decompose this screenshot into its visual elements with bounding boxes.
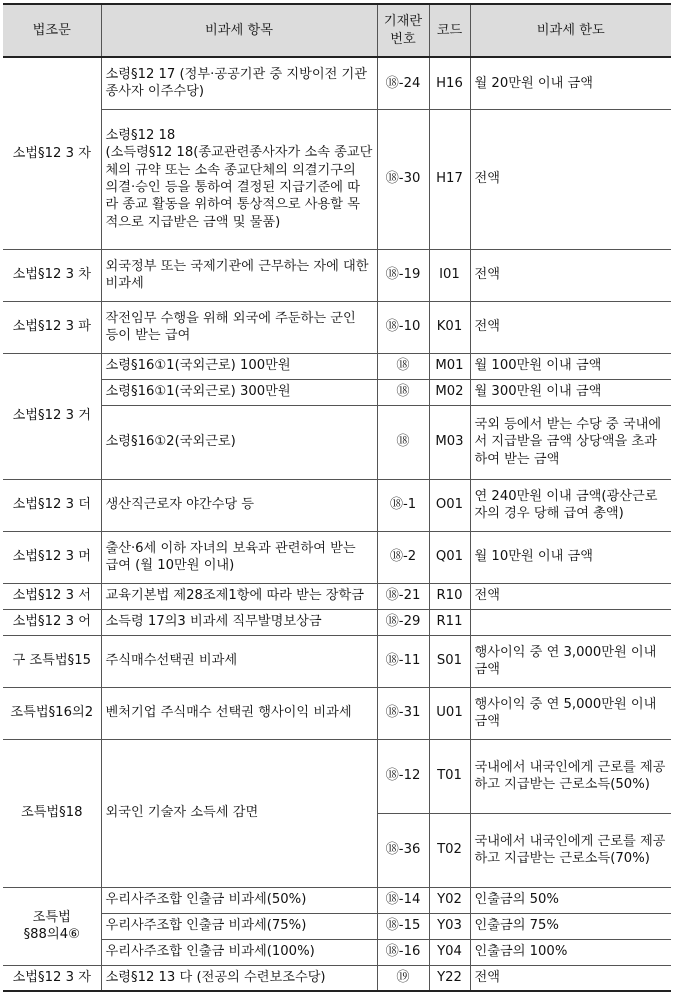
code-cell: Q01 xyxy=(429,531,470,583)
table-row xyxy=(3,479,671,531)
number-cell: ⑱-15 xyxy=(377,913,429,939)
law-cell: 소법§12 3 차 xyxy=(3,249,101,301)
limit-cell: 행사이익 중 연 5,000만원 이내 금액 xyxy=(470,687,671,739)
code-cell: Y04 xyxy=(429,939,470,965)
item-cell: 소령§16①2(국외근로) xyxy=(101,405,377,479)
number-cell: ⑱-1 xyxy=(377,479,429,531)
number-cell: ⑱-29 xyxy=(377,609,429,635)
header-number-label: 기재란 번호 xyxy=(383,14,423,47)
limit-cell: 전액 xyxy=(470,249,671,301)
table-row xyxy=(3,965,671,991)
item-text: 소령§12 18 (소득령§12 18(종교관련종사자가 소속 종교단체의 규약 또는 소속 종교단체의 의결기구의 의결·승인 등을 통하여 결정된 지급기준에 따라 종교 활동을 위하여 통상적으로 사용할 목적으로 지급받은 금액 및 물품) xyxy=(105,127,373,230)
limit-cell: 인출금의 100% xyxy=(470,939,671,965)
limit-cell: 국내에서 내국인에게 근로를 제공하고 지급받는 근로소득(70%) xyxy=(470,813,671,887)
header-code: 코드 xyxy=(429,4,470,57)
code-cell: M02 xyxy=(429,379,470,405)
number-cell: ⑱-12 xyxy=(377,739,429,813)
code-cell: M01 xyxy=(429,353,470,379)
number-cell: ⑱ xyxy=(377,353,429,379)
number-cell: ⑱-10 xyxy=(377,301,429,353)
header-row xyxy=(3,4,671,57)
table-row xyxy=(3,609,671,635)
number-cell: ⑱-14 xyxy=(377,887,429,913)
limit-cell: 인출금의 50% xyxy=(470,887,671,913)
number-cell: ⑱-24 xyxy=(377,57,429,109)
law-cell: 구 조특법§15 xyxy=(3,635,101,687)
number-cell: ⑱-21 xyxy=(377,583,429,609)
item-cell: 출산·6세 이하 자녀의 보육과 관련하여 받는 급여 (월 10만원 이내) xyxy=(101,531,377,583)
table-row xyxy=(3,687,671,739)
code-cell: O01 xyxy=(429,479,470,531)
law-cell: 소법§12 3 어 xyxy=(3,609,101,635)
code-cell: H16 xyxy=(429,57,470,109)
limit-cell: 전액 xyxy=(470,583,671,609)
number-cell: ⑱-36 xyxy=(377,813,429,887)
number-cell: ⑱-16 xyxy=(377,939,429,965)
number-cell: ⑱-30 xyxy=(377,109,429,249)
table-row xyxy=(3,379,671,405)
table-row xyxy=(3,405,671,479)
code-cell: R10 xyxy=(429,583,470,609)
limit-cell: 월 300만원 이내 금액 xyxy=(470,379,671,405)
limit-cell: 인출금의 75% xyxy=(470,913,671,939)
number-cell: ⑱-11 xyxy=(377,635,429,687)
limit-cell: 연 240만원 이내 금액(광산근로자의 경우 당해 급여 총액) xyxy=(470,479,671,531)
item-cell: 소령§16①1(국외근로) 100만원 xyxy=(101,353,377,379)
table-row xyxy=(3,939,671,965)
law-cell: 소법§12 3 거 xyxy=(3,353,101,479)
code-cell: H17 xyxy=(429,109,470,249)
law-cell: 소법§12 3 더 xyxy=(3,479,101,531)
item-cell: 소령§16①1(국외근로) 300만원 xyxy=(101,379,377,405)
code-cell: Y22 xyxy=(429,965,470,991)
code-cell: S01 xyxy=(429,635,470,687)
law-cell: 소법§12 3 머 xyxy=(3,531,101,583)
table-row xyxy=(3,249,671,301)
header-item: 비과세 항목 xyxy=(101,4,377,57)
number-cell: ⑱-2 xyxy=(377,531,429,583)
table-row xyxy=(3,913,671,939)
code-cell: K01 xyxy=(429,301,470,353)
limit-cell: 전액 xyxy=(470,301,671,353)
item-cell: 소령§12 17 (정부·공공기관 중 지방이전 기관 종사자 이주수당) xyxy=(101,57,377,109)
number-cell: ⑱-19 xyxy=(377,249,429,301)
table-row xyxy=(3,531,671,583)
item-cell: 우리사주조합 인출금 비과세(50%) xyxy=(101,887,377,913)
code-cell: T01 xyxy=(429,739,470,813)
code-cell: R11 xyxy=(429,609,470,635)
limit-cell: 월 100만원 이내 금액 xyxy=(470,353,671,379)
table-row xyxy=(3,57,671,109)
limit-cell: 국내에서 내국인에게 근로를 제공하고 지급받는 근로소득(50%) xyxy=(470,739,671,813)
item-cell: 우리사주조합 인출금 비과세(75%) xyxy=(101,913,377,939)
item-cell: 교육기본법 제28조제1항에 따라 받는 장학금 xyxy=(101,583,377,609)
limit-cell: 행사이익 중 연 3,000만원 이내 금액 xyxy=(470,635,671,687)
table-row xyxy=(3,635,671,687)
code-cell: M03 xyxy=(429,405,470,479)
limit-cell: 월 20만원 이내 금액 xyxy=(470,57,671,109)
item-cell xyxy=(101,109,377,249)
table-row xyxy=(3,583,671,609)
code-cell: T02 xyxy=(429,813,470,887)
table-row xyxy=(3,739,671,813)
limit-cell: 국외 등에서 받는 수당 중 국내에서 지급받을 금액 상당액을 초과하여 받는 금액 xyxy=(470,405,671,479)
header-limit: 비과세 한도 xyxy=(470,4,671,57)
law-cell: 소법§12 3 자 xyxy=(3,57,101,249)
header-law: 법조문 xyxy=(3,4,101,57)
table-row xyxy=(3,301,671,353)
table-row xyxy=(3,353,671,379)
item-cell: 외국인 기술자 소득세 감면 xyxy=(101,739,377,887)
law-cell: 소법§12 3 서 xyxy=(3,583,101,609)
table-row xyxy=(3,887,671,913)
number-cell: ⑱ xyxy=(377,379,429,405)
code-cell: Y02 xyxy=(429,887,470,913)
code-cell: U01 xyxy=(429,687,470,739)
item-cell: 벤처기업 주식매수 선택권 행사이익 비과세 xyxy=(101,687,377,739)
limit-cell: 전액 xyxy=(470,109,671,249)
law-cell: 소법§12 3 자 xyxy=(3,965,101,991)
table-row xyxy=(3,109,671,249)
law-cell: 조특법§16의2 xyxy=(3,687,101,739)
limit-cell: 전액 xyxy=(470,965,671,991)
tax-exemption-table xyxy=(3,3,671,992)
law-cell xyxy=(3,887,101,965)
item-cell: 주식매수선택권 비과세 xyxy=(101,635,377,687)
number-cell: ⑱-31 xyxy=(377,687,429,739)
limit-cell xyxy=(470,609,671,635)
item-cell: 소령§12 13 다 (전공의 수련보조수당) xyxy=(101,965,377,991)
law-cell: 소법§12 3 파 xyxy=(3,301,101,353)
number-cell: ⑱ xyxy=(377,405,429,479)
limit-cell: 월 10만원 이내 금액 xyxy=(470,531,671,583)
number-cell: ⑲ xyxy=(377,965,429,991)
item-cell: 생산직근로자 야간수당 등 xyxy=(101,479,377,531)
law-cell: 조특법§18 xyxy=(3,739,101,887)
code-cell: I01 xyxy=(429,249,470,301)
law-text: 조특법 §88의4⑥ xyxy=(23,909,80,942)
item-cell: 작전임무 수행을 위해 외국에 주둔하는 군인 등이 받는 급여 xyxy=(101,301,377,353)
item-cell: 소득령 17의3 비과세 직무발명보상금 xyxy=(101,609,377,635)
code-cell: Y03 xyxy=(429,913,470,939)
header-number xyxy=(377,4,429,57)
item-cell: 우리사주조합 인출금 비과세(100%) xyxy=(101,939,377,965)
item-cell: 외국정부 또는 국제기관에 근무하는 자에 대한 비과세 xyxy=(101,249,377,301)
